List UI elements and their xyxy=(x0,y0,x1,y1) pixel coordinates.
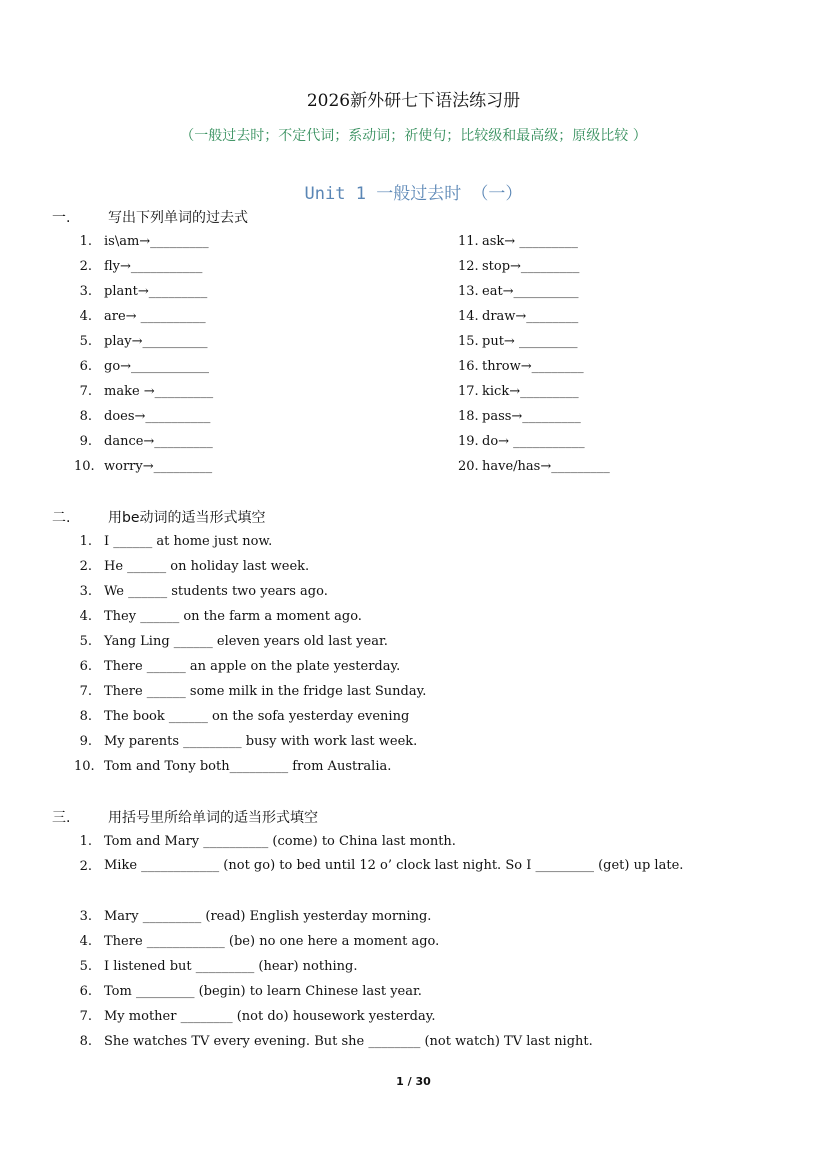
item-number: 11. xyxy=(458,234,479,249)
item-number: 14. xyxy=(458,309,479,324)
item-number: 5. xyxy=(79,634,92,649)
item-text: go→____________ xyxy=(104,359,210,374)
document-subtitle: （一般过去时；不定代词；系动词；祈使句；比较级和最高级；原级比较 ） xyxy=(180,128,647,144)
section-2-title: 用be动词的适当形式填空 xyxy=(108,510,266,526)
item-text: There ______ some milk in the fridge last Sunday. xyxy=(104,684,427,699)
item-text: Yang Ling ______ eleven years old last year. xyxy=(104,634,388,649)
item-number: 3. xyxy=(79,584,92,599)
item-number: 5. xyxy=(79,334,92,349)
item-text: stop→_________ xyxy=(482,259,580,274)
item-number: 20. xyxy=(458,459,479,474)
item-text: There ____________ (be) no one here a moment ago. xyxy=(104,934,440,949)
item-number: 1. xyxy=(79,834,92,849)
item-text: Tom and Mary __________ (come) to China last month. xyxy=(104,834,456,849)
item-text: draw→________ xyxy=(482,309,579,324)
item-number: 7. xyxy=(79,684,92,699)
item-text: eat→__________ xyxy=(482,284,579,299)
unit-heading: Unit 1 一般过去时 （一） xyxy=(304,184,523,204)
item-number: 17. xyxy=(458,384,479,399)
item-text: My parents _________ busy with work last week. xyxy=(104,734,418,749)
item-text: put→ _________ xyxy=(482,334,578,349)
item-text: He ______ on holiday last week. xyxy=(104,559,310,574)
item-text: Mary _________ (read) English yesterday morning. xyxy=(104,909,432,924)
item-number: 8. xyxy=(79,1034,92,1049)
item-number: 10. xyxy=(74,759,95,774)
item-number: 7. xyxy=(79,384,92,399)
item-number: 4. xyxy=(79,309,92,324)
item-number: 1. xyxy=(79,234,92,249)
item-number: 2. xyxy=(79,259,92,274)
item-number: 7. xyxy=(79,1009,92,1024)
item-number: 1. xyxy=(79,534,92,549)
page-number: 1 / 30 xyxy=(396,1075,431,1088)
item-text: Tom _________ (begin) to learn Chinese last year. xyxy=(104,984,422,999)
item-text: The book ______ on the sofa yesterday evening xyxy=(104,709,410,724)
item-number: 3. xyxy=(79,909,92,924)
item-text: She watches TV every evening. But she ________ (not watch) TV last night. xyxy=(104,1034,593,1049)
item-text: make →_________ xyxy=(104,384,214,399)
item-number: 6. xyxy=(79,359,92,374)
item-text: They ______ on the farm a moment ago. xyxy=(104,609,362,624)
item-text: I listened but _________ (hear) nothing. xyxy=(104,959,358,974)
section-1-number: 一. xyxy=(52,210,71,226)
item-number: 10. xyxy=(74,459,95,474)
item-text: dance→_________ xyxy=(104,434,213,449)
item-number: 9. xyxy=(79,734,92,749)
item-text: throw→________ xyxy=(482,359,584,374)
item-number: 8. xyxy=(79,709,92,724)
item-number: 2. xyxy=(79,859,92,874)
item-text: ask→ _________ xyxy=(482,234,578,249)
item-number: 13. xyxy=(458,284,479,299)
item-text: There ______ an apple on the plate yesterday. xyxy=(104,659,401,674)
item-number: 5. xyxy=(79,959,92,974)
document-title: 2026新外研七下语法练习册 xyxy=(306,91,521,111)
item-text: My mother ________ (not do) housework yesterday. xyxy=(104,1009,436,1024)
item-number: 18. xyxy=(458,409,479,424)
item-number: 4. xyxy=(79,609,92,624)
item-number: 9. xyxy=(79,434,92,449)
section-2-number: 二. xyxy=(52,510,71,526)
item-number: 16. xyxy=(458,359,479,374)
item-text: do→ ___________ xyxy=(482,434,585,449)
item-number: 3. xyxy=(79,284,92,299)
item-number: 19. xyxy=(458,434,479,449)
item-text: have/has→_________ xyxy=(482,459,610,474)
item-text: play→__________ xyxy=(104,334,208,349)
section-3-number: 三. xyxy=(52,810,71,826)
item-number: 6. xyxy=(79,659,92,674)
item-number: 6. xyxy=(79,984,92,999)
item-text: We ______ students two years ago. xyxy=(104,584,328,599)
item-text: plant→_________ xyxy=(104,284,208,299)
item-text: kick→_________ xyxy=(482,384,579,399)
item-number: 15. xyxy=(458,334,479,349)
item-text: are→ __________ xyxy=(104,309,206,324)
item-text: does→__________ xyxy=(104,409,211,424)
item-number: 8. xyxy=(79,409,92,424)
item-text: is\am→_________ xyxy=(104,234,209,249)
section-3-title: 用括号里所给单词的适当形式填空 xyxy=(108,810,318,826)
section-1-title: 写出下列单词的过去式 xyxy=(108,210,248,226)
item-text: fly→___________ xyxy=(104,259,203,274)
item-text: Mike ____________ (not go) to bed until 12 o’ clock last night. So I _________ (get) up late. xyxy=(104,858,684,873)
item-number: 2. xyxy=(79,559,92,574)
item-number: 12. xyxy=(458,259,479,274)
item-number: 4. xyxy=(79,934,92,949)
item-text: Tom and Tony both_________ from Australia. xyxy=(104,759,392,774)
item-text: I ______ at home just now. xyxy=(104,534,273,549)
item-text: pass→_________ xyxy=(482,409,581,424)
item-text: worry→_________ xyxy=(104,459,213,474)
